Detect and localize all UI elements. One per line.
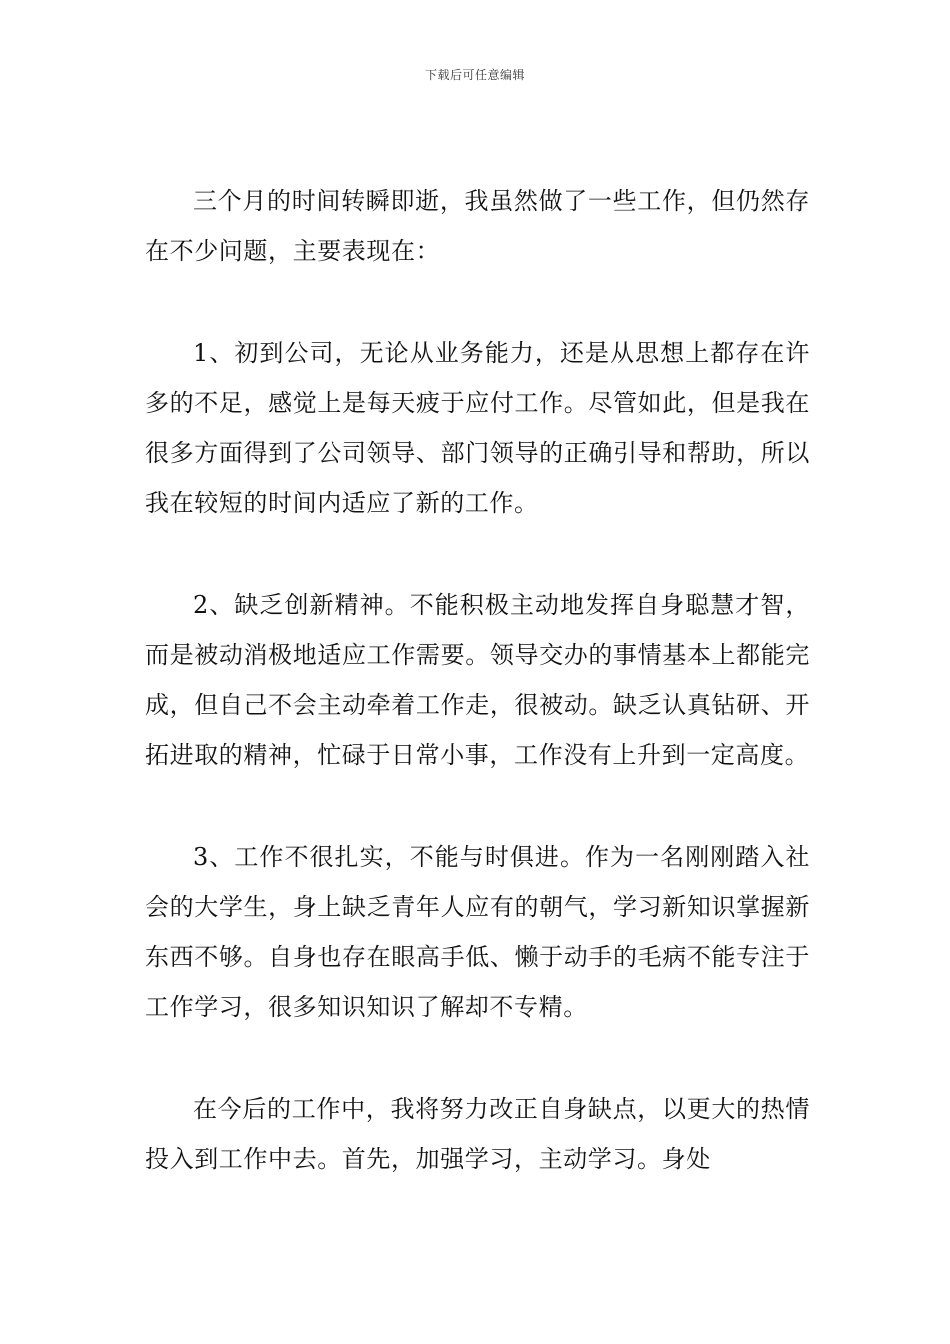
paragraph-item-3: 3、工作不很扎实，不能与时俱进。作为一名刚刚踏入社会的大学生，身上缺乏青年人应有的朝气，学习新知识掌握新东西不够。自身也存在眼高手低、懒于动手的毛病不能专注于工作学习，很多知识知识了解却不专精。 [145, 843, 810, 1021]
page-header: 下载后可任意编辑 [424, 68, 525, 82]
document-body [145, 176, 810, 1236]
paragraph-item-1: 1、初到公司，无论从业务能力，还是从思想上都存在许多的不足，感觉上是每天疲于应付工作。尽管如此，但是我在很多方面得到了公司领导、部门领导的正确引导和帮助，所以我在较短的时间内适应了新的工作。 [145, 339, 810, 517]
paragraph-future: 在今后的工作中，我将努力改正自身缺点，以更大的热情投入到工作中去。首先，加强学习，主动学习。身处 [145, 1095, 810, 1173]
paragraph-item-2: 2、缺乏创新精神。不能积极主动地发挥自身聪慧才智，而是被动消极地适应工作需要。领导交办的事情基本上都能完成，但自己不会主动牵着工作走，很被动。缺乏认真钻研、开拓进取的精神，忙碌于日常小事，工作没有上升到一定高度。 [145, 591, 810, 769]
paragraph-intro: 三个月的时间转瞬即逝，我虽然做了一些工作，但仍然存在不少问题，主要表现在： [145, 187, 810, 265]
